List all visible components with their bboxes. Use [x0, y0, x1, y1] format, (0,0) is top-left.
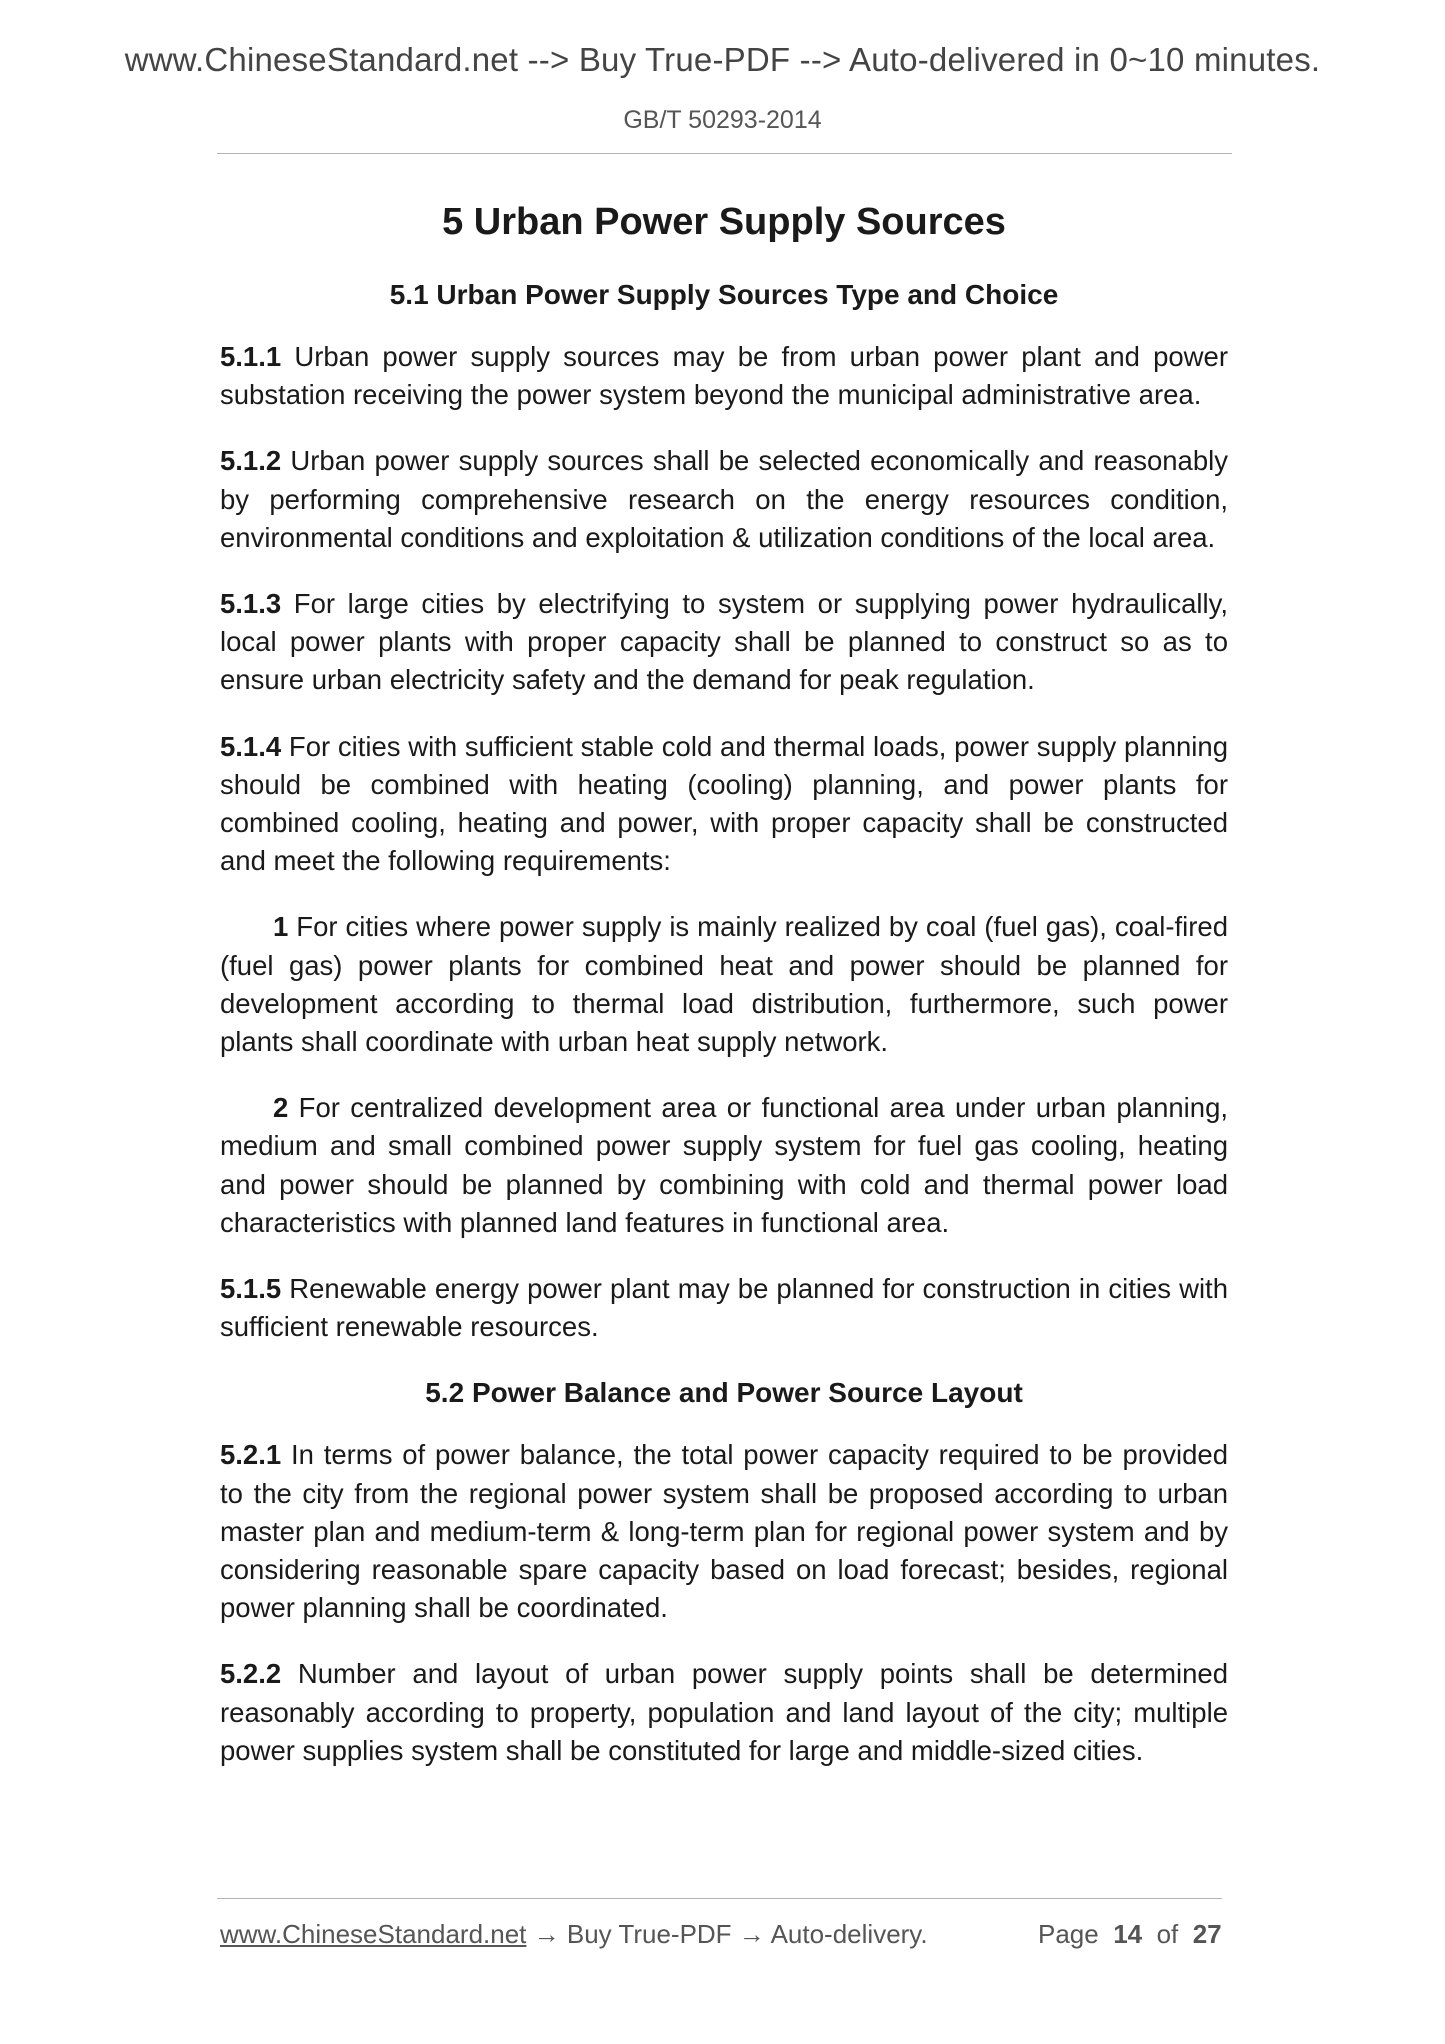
item-number: 2 [273, 1092, 289, 1124]
clause-text: Number and layout of urban power supply points shall be determined reasonably according to property, population and land layout of the city; multiple power supplies system shall be constituted for large and middle-sized cities. [220, 1658, 1228, 1766]
clause-number: 5.2.2 [220, 1658, 282, 1690]
clause-5-2-2 [220, 1655, 1228, 1770]
clause-number: 5.1.4 [220, 730, 282, 762]
clause-5-1-2 [220, 442, 1228, 557]
clause-5-1-5 [220, 1270, 1228, 1346]
page-of: of [1156, 1919, 1179, 1949]
header-divider [217, 153, 1232, 154]
footer-tagline: → Buy True-PDF → Auto-delivery. [526, 1919, 928, 1949]
page-indicator [1038, 1917, 1222, 1951]
clause-text: Renewable energy power plant may be planned for construction in cities with sufficient renewable resources. [220, 1273, 1228, 1343]
section-title-5-2: 5.2 Power Balance and Power Source Layout [425, 1377, 1023, 1409]
clause-text: Urban power supply sources shall be selected economically and reasonably by performing comprehensive research on the energy resources condition, environmental conditions and exploitation & utilization conditions of the local area. [220, 445, 1228, 553]
clause-number: 5.1.2 [220, 445, 282, 477]
clause-text: Urban power supply sources may be from urban power plant and power substation receiving the power system beyond the municipal administrative area. [220, 341, 1228, 411]
clause-5-1-4 [220, 728, 1228, 881]
clause-5-1-3 [220, 585, 1228, 700]
clause-number: 5.1.3 [220, 588, 282, 620]
item-number: 1 [273, 911, 289, 943]
page-body [220, 196, 1228, 1798]
clause-5-1-1 [220, 338, 1228, 414]
item-text: For cities where power supply is mainly realized by coal (fuel gas), coal-fired (fuel gas) power plants for combined heat and power should be planned for development according to thermal load distribution, furthermore, such power plants shall coordinate with urban heat supply network. [220, 911, 1228, 1058]
footer-left [220, 1917, 928, 1951]
top-banner: www.ChineseStandard.net --> Buy True-PDF --> Auto-delivered in 0~10 minutes. [124, 41, 1321, 78]
clause-number: 5.2.1 [220, 1439, 282, 1471]
clause-number: 5.1.5 [220, 1273, 282, 1305]
chapter-title: 5 Urban Power Supply Sources [442, 201, 1006, 243]
clause-text: For cities with sufficient stable cold and thermal loads, power supply planning should be combined with heating (cooling) planning, and power plants for combined cooling, heating and power, with proper capacity shall be constructed and meet the following requirements: [220, 730, 1228, 877]
clause-text: In terms of power balance, the total power capacity required to be provided to the city from the regional power system shall be proposed according to urban master plan and medium-term & long-term plan for regional power system and by considering reasonable spare capacity based on load forecast; besides, regional power planning shall be coordinated. [220, 1439, 1228, 1624]
page-label: Page [1038, 1919, 1099, 1949]
clause-number: 5.1.1 [220, 341, 282, 372]
clause-text: For large cities by electrifying to system or supplying power hydraulically, local power plants with proper capacity shall be planned to construct so as to ensure urban electricity safety and the demand for peak regulation. [220, 588, 1228, 696]
standard-code: GB/T 50293-2014 [623, 106, 822, 134]
footer-site-link[interactable]: www.ChineseStandard.net [220, 1919, 527, 1949]
item-text: For centralized development area or functional area under urban planning, medium and small combined power supply system for fuel gas cooling, heating and power should be planned by combining with cold and thermal power load characteristics with planned land features in functional area. [220, 1092, 1228, 1238]
page-total: 27 [1192, 1919, 1222, 1949]
section-title-5-1: 5.1 Urban Power Supply Sources Type and Choice [389, 279, 1059, 310]
clause-5-2-1 [220, 1436, 1228, 1627]
page-current: 14 [1113, 1919, 1143, 1949]
clause-5-1-4-item-2 [220, 1089, 1228, 1242]
footer-divider [217, 1898, 1222, 1899]
clause-5-1-4-item-1 [220, 908, 1228, 1061]
